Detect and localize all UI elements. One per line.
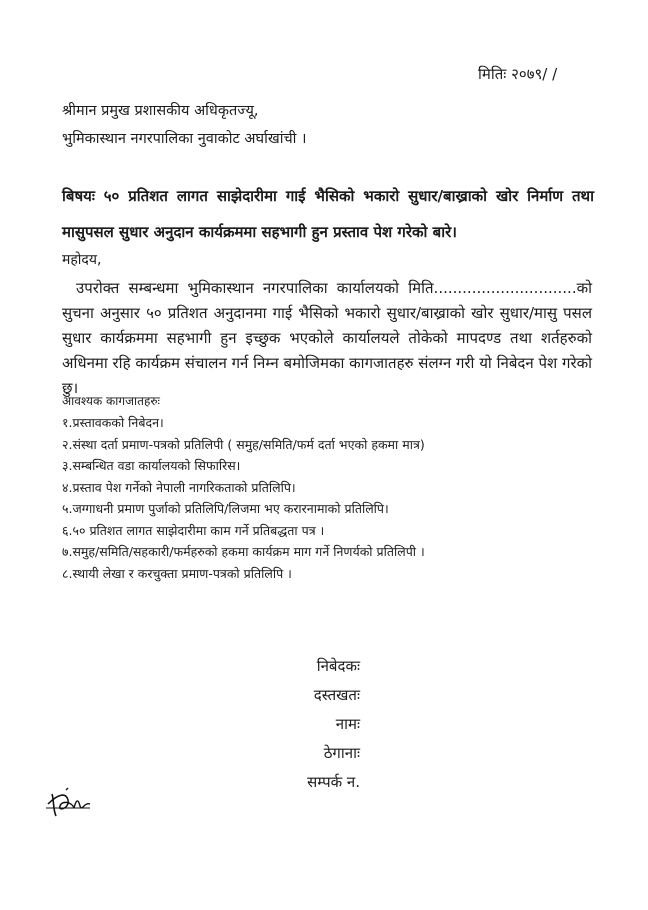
list-item: ३.सम्बन्धित वडा कार्यालयको सिफारिस। bbox=[62, 458, 241, 473]
recipient-line-1: श्रीमान प्रमुख प्रशासकीय अधिकृतज्यू, bbox=[62, 103, 259, 119]
list-item: ५.जग्गाधनी प्रमाण पुर्जाको प्रतिलिपि/लिजमा भए करारनामाको प्रतिलिपि। bbox=[62, 501, 389, 516]
list-item: ६.५० प्रतिशत लागत साझेदारीमा काम गर्ने प्रतिबद्धता पत्र । bbox=[62, 522, 325, 538]
salutation: महोदय, bbox=[62, 252, 102, 268]
subject-line: बिषयः ५० प्रतिशत लागत साझेदारीमा गाई भैसिको भकारो सुधार/बाख्राको खोर निर्माण तथा मासुपसल सुधार अनुदान कार्यक्रममा सहभागी हुन प्रस्ताव पेश गरेको बारे। bbox=[62, 187, 594, 241]
signature-label: दस्तखतः bbox=[313, 686, 360, 704]
contact-label: सम्पर्क न. bbox=[307, 773, 360, 791]
list-item: ८.स्थायी लेखा र करचुक्ता प्रमाण-पत्रको प्रतिलिपि । bbox=[62, 565, 292, 581]
date-line: मितिः २०७९/ / bbox=[478, 65, 558, 83]
body-paragraph: उपरोक्त सम्बन्धमा भुमिकास्थान नगरपालिका कार्यालयको मिति..............................को सुचना अनुसार ५० प्रतिशत अनुदानमा गाई भैसिको भकारो सुधार/बाख्राको खोर सुधार/मासु पसल सुधार कार्यक्रममा सहभागी हुन इच्छुक भएकोले कार्यालयले तोकेको मापदण्ड तथा शर्तहरुको अधिनमा रहि कार्यक्रम संचालन गर्न निम्न बमोजिमका कागजातहरु संलग्न गरी यो निबेदन पेश गरेको छु। bbox=[62, 279, 592, 397]
handwritten-initials-icon bbox=[44, 786, 94, 822]
address-label: ठेगानाः bbox=[323, 744, 360, 762]
list-item: ४.प्रस्ताव पेश गर्नेको नेपाली नागरिकताको प्रतिलिपि। bbox=[62, 479, 296, 495]
name-label: नामः bbox=[335, 715, 360, 733]
signature-block bbox=[250, 652, 360, 797]
documents-list bbox=[62, 412, 622, 584]
list-item: १.प्रस्तावकको निबेदन। bbox=[62, 415, 164, 430]
applicant-label: निबेदकः bbox=[316, 657, 360, 675]
documents-heading: आवश्यक कागजातहरुः bbox=[62, 394, 160, 408]
recipient-line-2: भुमिकास्थान नगरपालिका नुवाकोट अर्घाखांची । bbox=[62, 131, 307, 147]
list-item: २.संस्था दर्ता प्रमाण-पत्रको प्रतिलिपी ( समुह/समिति/फर्म दर्ता भएको हकमा मात्र) bbox=[62, 436, 425, 452]
list-item: ७.समुह/समिति/सहकारी/फर्महरुको हकमा कार्यक्रम माग गर्ने निणर्यको प्रतिलिपी । bbox=[62, 544, 425, 559]
